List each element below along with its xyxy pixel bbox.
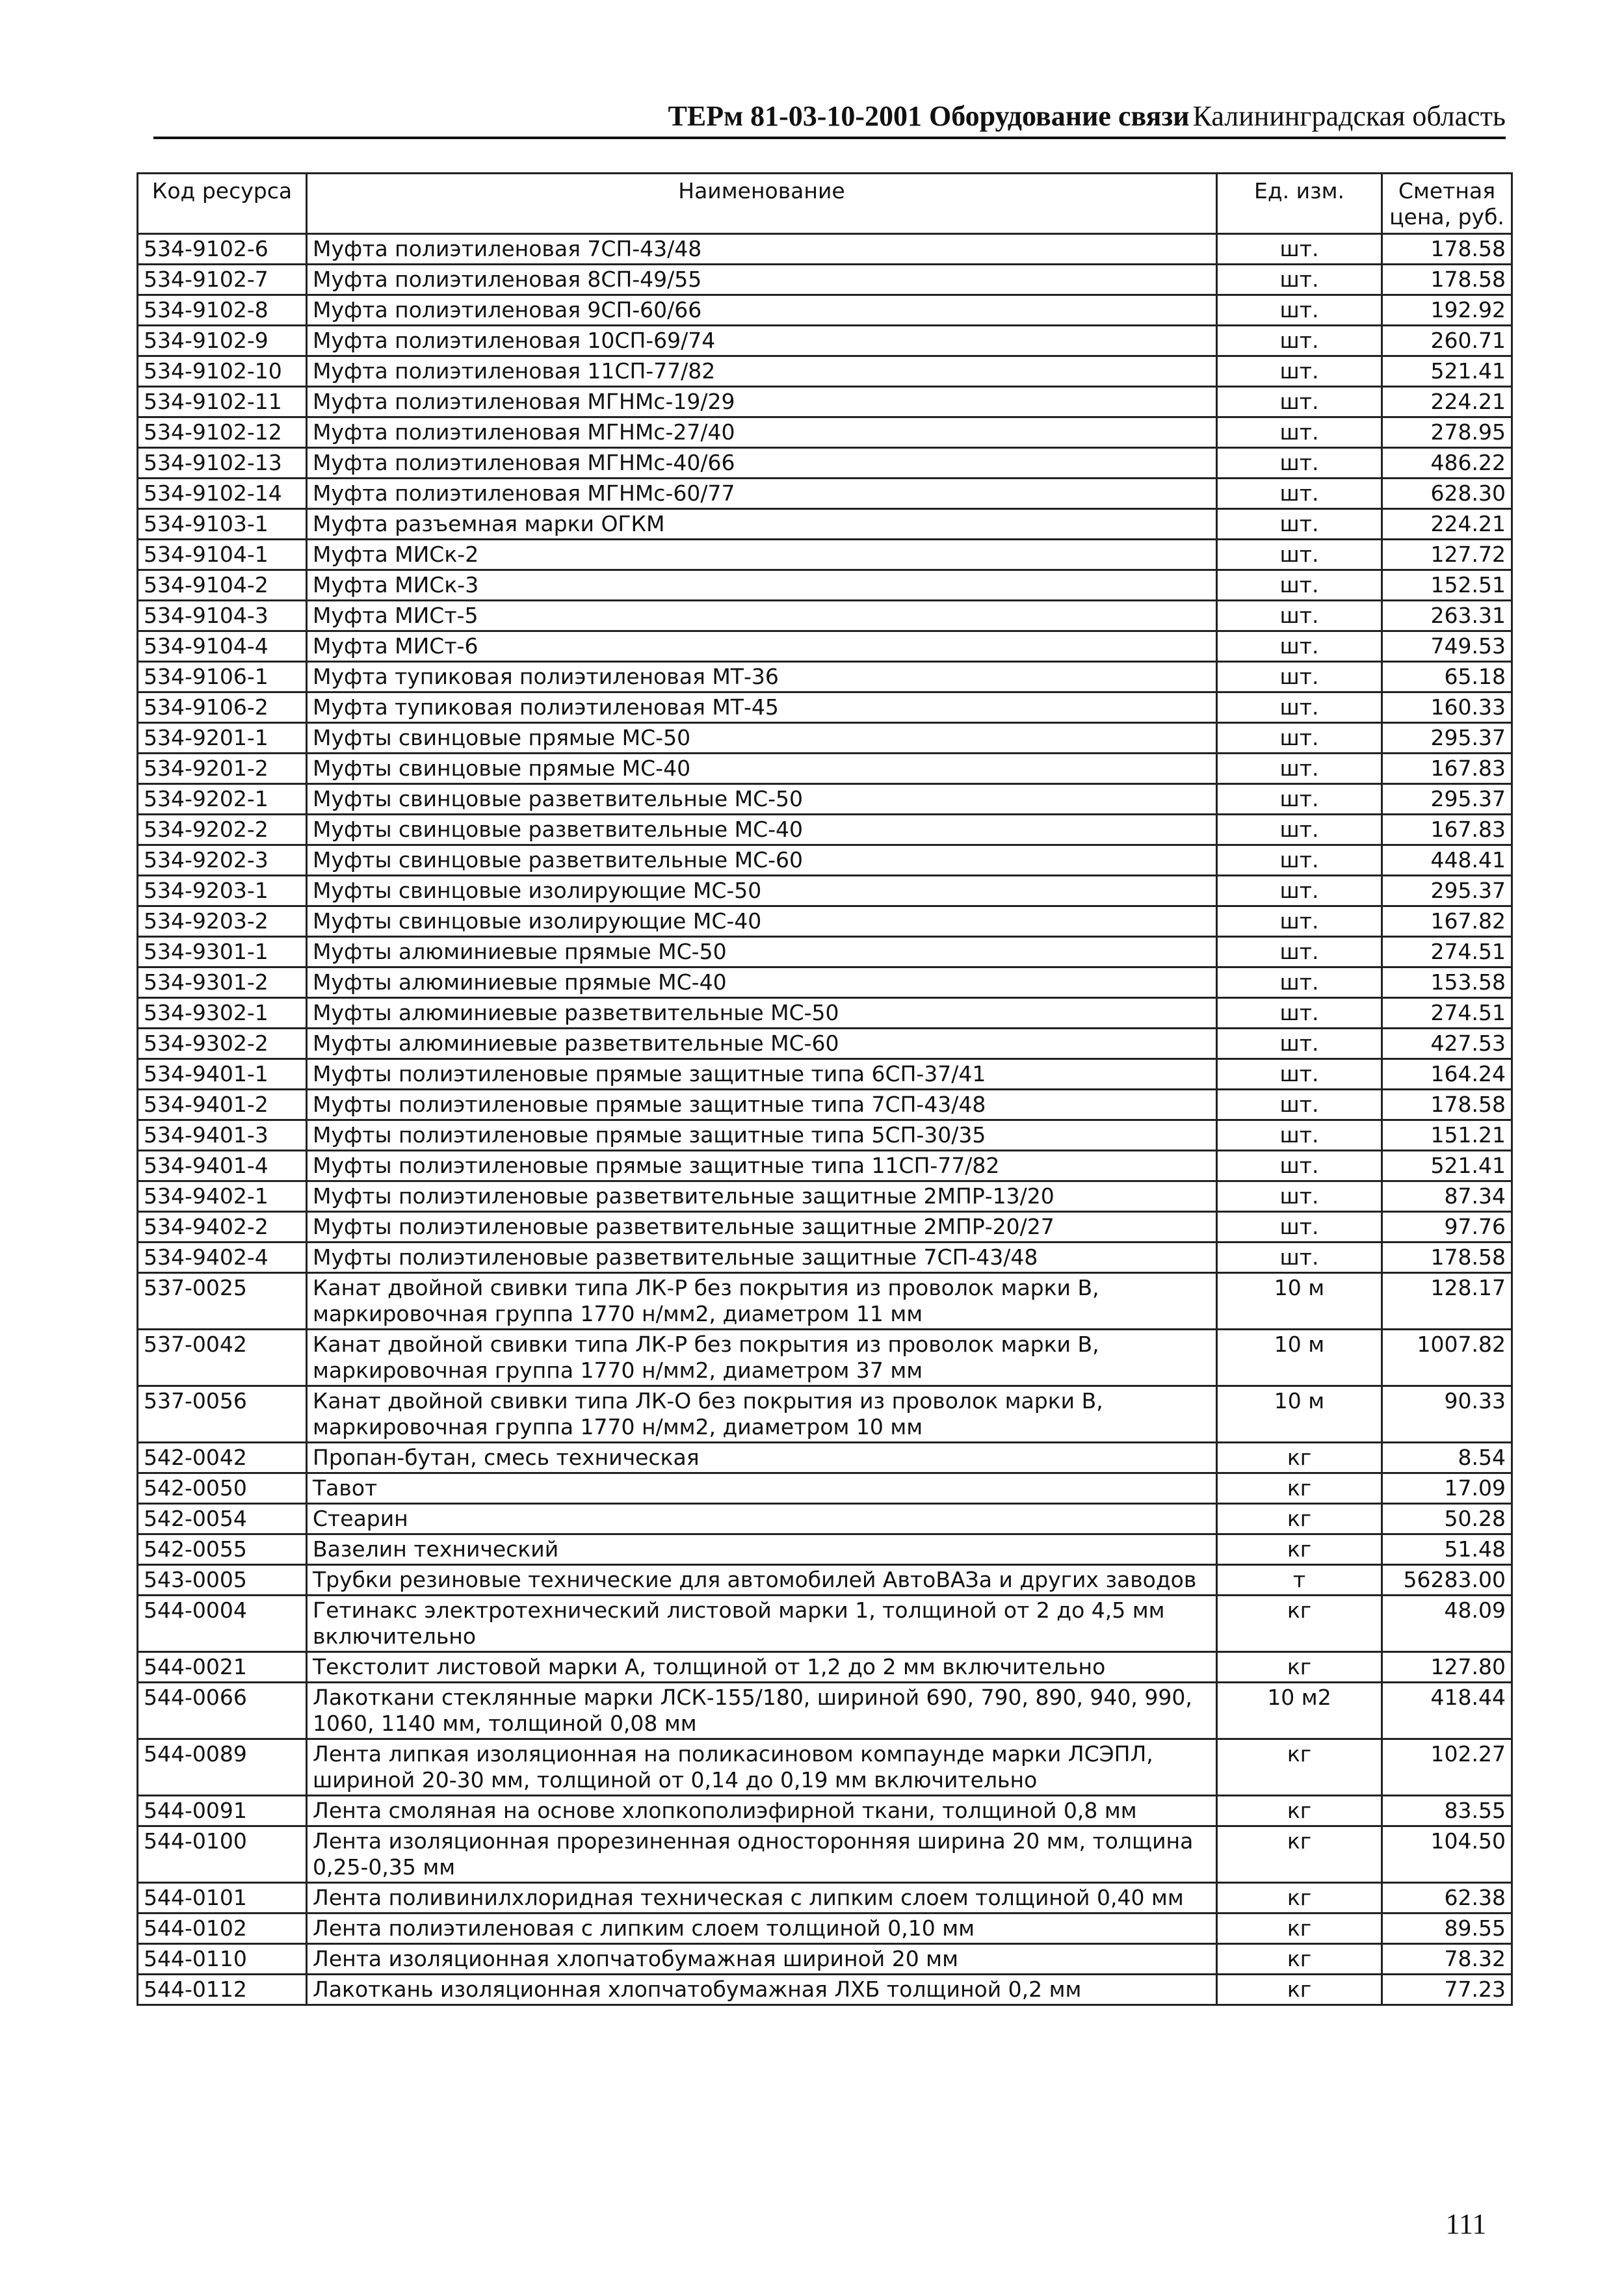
- cell-price: 17.09: [1382, 1473, 1512, 1504]
- cell-unit: шт.: [1217, 1212, 1382, 1243]
- cell-code: 544-0100: [138, 1826, 307, 1883]
- table-row: [138, 1652, 1512, 1683]
- cell-name: Муфта полиэтиленовая МГНМс-40/66: [307, 448, 1217, 479]
- cell-code: 534-9102-14: [138, 479, 307, 509]
- cell-name: Муфты полиэтиленовые прямые защитные типа 7СП-43/48: [307, 1090, 1217, 1120]
- cell-code: 542-0050: [138, 1473, 307, 1504]
- cell-unit: шт.: [1217, 417, 1382, 448]
- table-row: [138, 937, 1512, 967]
- cell-price: 90.33: [1382, 1386, 1512, 1443]
- cell-name: Муфты алюминиевые разветвительные МС-60: [307, 1029, 1217, 1059]
- cell-price: 152.51: [1382, 570, 1512, 601]
- table-row: [138, 1212, 1512, 1243]
- cell-code: 534-9102-8: [138, 295, 307, 326]
- cell-code: 534-9102-9: [138, 326, 307, 356]
- cell-code: 534-9104-2: [138, 570, 307, 601]
- cell-unit: шт.: [1217, 937, 1382, 967]
- cell-price: 486.22: [1382, 448, 1512, 479]
- page-number: 111: [1445, 2208, 1487, 2240]
- cell-code: 537-0025: [138, 1273, 307, 1330]
- cell-name: Муфты алюминиевые разветвительные МС-50: [307, 998, 1217, 1029]
- column-header-name: Наименование: [307, 174, 1217, 234]
- cell-unit: кг: [1217, 1443, 1382, 1473]
- cell-unit: шт.: [1217, 448, 1382, 479]
- cell-unit: шт.: [1217, 845, 1382, 876]
- cell-name: Муфты свинцовые разветвительные МС-60: [307, 845, 1217, 876]
- cell-price: 167.82: [1382, 906, 1512, 937]
- cell-name: Пропан-бутан, смесь техническая: [307, 1443, 1217, 1473]
- cell-name: Лента липкая изоляционная на поликасиновом компаунде марки ЛСЭПЛ, шириной 20-30 мм, толщиной от 0,14 до 0,19 мм включительно: [307, 1739, 1217, 1796]
- table-row: [138, 1090, 1512, 1120]
- cell-unit: 10 м: [1217, 1386, 1382, 1443]
- cell-price: 295.37: [1382, 784, 1512, 815]
- cell-unit: 10 м: [1217, 1330, 1382, 1386]
- column-header-code: Код ресурса: [138, 174, 307, 234]
- table-row: [138, 1826, 1512, 1883]
- table-row: [138, 1944, 1512, 1975]
- cell-code: 534-9102-11: [138, 387, 307, 417]
- cell-code: 534-9104-4: [138, 631, 307, 662]
- cell-price: 521.41: [1382, 1151, 1512, 1181]
- cell-price: 295.37: [1382, 723, 1512, 754]
- cell-name: Лента полиэтиленовая с липким слоем толщиной 0,10 мм: [307, 1913, 1217, 1944]
- cell-code: 542-0054: [138, 1504, 307, 1534]
- cell-name: Муфта полиэтиленовая МГНМс-19/29: [307, 387, 1217, 417]
- cell-code: 534-9102-13: [138, 448, 307, 479]
- cell-code: 544-0091: [138, 1796, 307, 1826]
- cell-name: Муфты полиэтиленовые разветвительные защитные 2МПР-20/27: [307, 1212, 1217, 1243]
- cell-price: 167.83: [1382, 815, 1512, 845]
- cell-name: Муфты полиэтиленовые разветвительные защитные 7СП-43/48: [307, 1243, 1217, 1273]
- table-row: [138, 876, 1512, 906]
- cell-unit: шт.: [1217, 356, 1382, 387]
- cell-price: 102.27: [1382, 1739, 1512, 1796]
- table-row: [138, 1443, 1512, 1473]
- cell-code: 534-9301-2: [138, 967, 307, 998]
- cell-price: 77.23: [1382, 1975, 1512, 2005]
- cell-name: Муфты полиэтиленовые прямые защитные типа 6СП-37/41: [307, 1059, 1217, 1090]
- cell-unit: шт.: [1217, 1090, 1382, 1120]
- cell-unit: шт.: [1217, 326, 1382, 356]
- cell-price: 260.71: [1382, 326, 1512, 356]
- cell-unit: шт.: [1217, 265, 1382, 295]
- column-header-price: Сметная цена, руб.: [1382, 174, 1512, 234]
- table-row: [138, 295, 1512, 326]
- cell-price: 56283.00: [1382, 1565, 1512, 1596]
- table-row: [138, 417, 1512, 448]
- cell-price: 178.58: [1382, 1243, 1512, 1273]
- cell-name: Муфта МИСк-3: [307, 570, 1217, 601]
- table-row: [138, 1473, 1512, 1504]
- cell-name: Стеарин: [307, 1504, 1217, 1534]
- cell-unit: шт.: [1217, 1120, 1382, 1151]
- cell-name: Муфта МИСт-5: [307, 601, 1217, 631]
- cell-price: 224.21: [1382, 509, 1512, 540]
- cell-code: 534-9302-1: [138, 998, 307, 1029]
- cell-name: Муфта МИСт-6: [307, 631, 1217, 662]
- table-row: [138, 387, 1512, 417]
- cell-name: Канат двойной свивки типа ЛК-Р без покрытия из проволок марки В, маркировочная группа 1770 н/мм2, диаметром 37 мм: [307, 1330, 1217, 1386]
- cell-name: Лакоткань изоляционная хлопчатобумажная ЛХБ толщиной 0,2 мм: [307, 1975, 1217, 2005]
- cell-code: 544-0110: [138, 1944, 307, 1975]
- cell-code: 534-9102-12: [138, 417, 307, 448]
- cell-price: 8.54: [1382, 1443, 1512, 1473]
- cell-name: Муфты полиэтиленовые прямые защитные типа 11СП-77/82: [307, 1151, 1217, 1181]
- table-row: [138, 845, 1512, 876]
- cell-unit: кг: [1217, 1473, 1382, 1504]
- cell-code: 534-9202-1: [138, 784, 307, 815]
- cell-code: 534-9401-3: [138, 1120, 307, 1151]
- cell-name: Муфты свинцовые разветвительные МС-40: [307, 815, 1217, 845]
- table-row: [138, 1181, 1512, 1212]
- cell-name: Муфта полиэтиленовая 10СП-69/74: [307, 326, 1217, 356]
- cell-price: 178.58: [1382, 1090, 1512, 1120]
- page-header: [153, 98, 1506, 139]
- table-row: [138, 1683, 1512, 1739]
- table-row: [138, 754, 1512, 784]
- table-row: [138, 1504, 1512, 1534]
- cell-name: Лента поливинилхлоридная техническая с липким слоем толщиной 0,40 мм: [307, 1883, 1217, 1913]
- cell-unit: кг: [1217, 1652, 1382, 1683]
- cell-name: Трубки резиновые технические для автомобилей АвтоВАЗа и других заводов: [307, 1565, 1217, 1596]
- cell-price: 127.80: [1382, 1652, 1512, 1683]
- cell-code: 534-9201-1: [138, 723, 307, 754]
- cell-unit: кг: [1217, 1913, 1382, 1944]
- cell-code: 534-9401-4: [138, 1151, 307, 1181]
- cell-price: 65.18: [1382, 662, 1512, 692]
- cell-unit: шт.: [1217, 662, 1382, 692]
- cell-name: Гетинакс электротехнический листовой марки 1, толщиной от 2 до 4,5 мм включительно: [307, 1596, 1217, 1652]
- cell-code: 534-9102-7: [138, 265, 307, 295]
- cell-unit: шт.: [1217, 234, 1382, 265]
- cell-unit: шт.: [1217, 479, 1382, 509]
- table-row: [138, 509, 1512, 540]
- table-row: [138, 448, 1512, 479]
- cell-name: Муфты свинцовые изолирующие МС-50: [307, 876, 1217, 906]
- header-document-title: ТЕРм 81-03-10-2001 Оборудование связи: [668, 100, 1190, 132]
- cell-code: 543-0005: [138, 1565, 307, 1596]
- cell-code: 544-0004: [138, 1596, 307, 1652]
- cell-name: Канат двойной свивки типа ЛК-О без покрытия из проволок марки В, маркировочная группа 1770 н/мм2, диаметром 10 мм: [307, 1386, 1217, 1443]
- cell-unit: шт.: [1217, 998, 1382, 1029]
- cell-unit: 10 м2: [1217, 1683, 1382, 1739]
- cell-code: 534-9201-2: [138, 754, 307, 784]
- cell-unit: кг: [1217, 1796, 1382, 1826]
- cell-code: 542-0055: [138, 1534, 307, 1565]
- cell-code: 544-0102: [138, 1913, 307, 1944]
- cell-price: 89.55: [1382, 1913, 1512, 1944]
- cell-name: Муфта полиэтиленовая 11СП-77/82: [307, 356, 1217, 387]
- cell-code: 537-0042: [138, 1330, 307, 1386]
- cell-price: 628.30: [1382, 479, 1512, 509]
- cell-code: 544-0021: [138, 1652, 307, 1683]
- table-header-row: [138, 174, 1512, 234]
- table-row: [138, 815, 1512, 845]
- cell-price: 153.58: [1382, 967, 1512, 998]
- price-table: [137, 172, 1513, 2006]
- cell-unit: кг: [1217, 1944, 1382, 1975]
- cell-price: 104.50: [1382, 1826, 1512, 1883]
- cell-name: Тавот: [307, 1473, 1217, 1504]
- table-row: [138, 601, 1512, 631]
- cell-code: 542-0042: [138, 1443, 307, 1473]
- cell-unit: кг: [1217, 1975, 1382, 2005]
- cell-unit: шт.: [1217, 570, 1382, 601]
- cell-unit: 10 м: [1217, 1273, 1382, 1330]
- cell-code: 534-9106-2: [138, 692, 307, 723]
- cell-name: Муфта полиэтиленовая МГНМс-27/40: [307, 417, 1217, 448]
- table-row: [138, 1565, 1512, 1596]
- cell-name: Муфта полиэтиленовая 7СП-43/48: [307, 234, 1217, 265]
- cell-price: 749.53: [1382, 631, 1512, 662]
- cell-name: Муфта полиэтиленовая 8СП-49/55: [307, 265, 1217, 295]
- cell-unit: шт.: [1217, 295, 1382, 326]
- cell-code: 534-9102-6: [138, 234, 307, 265]
- cell-name: Муфты свинцовые прямые МС-50: [307, 723, 1217, 754]
- cell-price: 97.76: [1382, 1212, 1512, 1243]
- cell-code: 544-0066: [138, 1683, 307, 1739]
- cell-unit: шт.: [1217, 876, 1382, 906]
- cell-price: 427.53: [1382, 1029, 1512, 1059]
- cell-unit: шт.: [1217, 815, 1382, 845]
- cell-unit: шт.: [1217, 1059, 1382, 1090]
- table-row: [138, 570, 1512, 601]
- cell-unit: кг: [1217, 1739, 1382, 1796]
- cell-code: 534-9301-1: [138, 937, 307, 967]
- cell-price: 87.34: [1382, 1181, 1512, 1212]
- table-row: [138, 1739, 1512, 1796]
- cell-price: 178.58: [1382, 265, 1512, 295]
- cell-name: Муфты полиэтиленовые разветвительные защитные 2МПР-13/20: [307, 1181, 1217, 1212]
- cell-unit: шт.: [1217, 754, 1382, 784]
- table-row: [138, 540, 1512, 570]
- cell-unit: кг: [1217, 1534, 1382, 1565]
- cell-code: 534-9402-1: [138, 1181, 307, 1212]
- table-body: [138, 234, 1512, 2005]
- table-row: [138, 1534, 1512, 1565]
- cell-price: 192.92: [1382, 295, 1512, 326]
- cell-code: 544-0101: [138, 1883, 307, 1913]
- cell-name: Муфты полиэтиленовые прямые защитные типа 5СП-30/35: [307, 1120, 1217, 1151]
- cell-name: Муфта полиэтиленовая 9СП-60/66: [307, 295, 1217, 326]
- table-row: [138, 998, 1512, 1029]
- cell-price: 418.44: [1382, 1683, 1512, 1739]
- cell-unit: шт.: [1217, 509, 1382, 540]
- cell-unit: шт.: [1217, 540, 1382, 570]
- cell-price: 274.51: [1382, 998, 1512, 1029]
- cell-code: 534-9203-1: [138, 876, 307, 906]
- cell-unit: шт.: [1217, 967, 1382, 998]
- cell-code: 534-9203-2: [138, 906, 307, 937]
- table-row: [138, 1059, 1512, 1090]
- cell-unit: шт.: [1217, 784, 1382, 815]
- cell-unit: шт.: [1217, 631, 1382, 662]
- cell-price: 51.48: [1382, 1534, 1512, 1565]
- cell-code: 534-9104-3: [138, 601, 307, 631]
- cell-price: 128.17: [1382, 1273, 1512, 1330]
- cell-code: 544-0112: [138, 1975, 307, 2005]
- cell-price: 295.37: [1382, 876, 1512, 906]
- table-row: [138, 1796, 1512, 1826]
- cell-price: 448.41: [1382, 845, 1512, 876]
- cell-code: 534-9102-10: [138, 356, 307, 387]
- cell-unit: шт.: [1217, 1151, 1382, 1181]
- cell-name: Лента изоляционная прорезиненная односторонняя ширина 20 мм, толщина 0,25-0,35 мм: [307, 1826, 1217, 1883]
- cell-price: 78.32: [1382, 1944, 1512, 1975]
- cell-code: 534-9401-1: [138, 1059, 307, 1090]
- table-row: [138, 265, 1512, 295]
- cell-name: Канат двойной свивки типа ЛК-Р без покрытия из проволок марки В, маркировочная группа 1770 н/мм2, диаметром 11 мм: [307, 1273, 1217, 1330]
- cell-unit: шт.: [1217, 1243, 1382, 1273]
- cell-price: 278.95: [1382, 417, 1512, 448]
- cell-name: Муфты алюминиевые прямые МС-40: [307, 967, 1217, 998]
- cell-price: 521.41: [1382, 356, 1512, 387]
- cell-price: 160.33: [1382, 692, 1512, 723]
- cell-price: 48.09: [1382, 1596, 1512, 1652]
- cell-name: Лакоткани стеклянные марки ЛСК-155/180, шириной 690, 790, 890, 940, 990, 1060, 1140 мм, толщиной 0,08 мм: [307, 1683, 1217, 1739]
- cell-name: Муфта МИСк-2: [307, 540, 1217, 570]
- table-row: [138, 1273, 1512, 1330]
- table-row: [138, 1913, 1512, 1944]
- cell-code: 544-0089: [138, 1739, 307, 1796]
- table-row: [138, 1120, 1512, 1151]
- cell-name: Лента изоляционная хлопчатобумажная шириной 20 мм: [307, 1944, 1217, 1975]
- cell-unit: шт.: [1217, 906, 1382, 937]
- cell-unit: шт.: [1217, 601, 1382, 631]
- table-row: [138, 1386, 1512, 1443]
- cell-unit: шт.: [1217, 387, 1382, 417]
- cell-price: 83.55: [1382, 1796, 1512, 1826]
- cell-unit: кг: [1217, 1883, 1382, 1913]
- column-header-unit: Ед. изм.: [1217, 174, 1382, 234]
- cell-code: 534-9106-1: [138, 662, 307, 692]
- table-row: [138, 631, 1512, 662]
- cell-code: 537-0056: [138, 1386, 307, 1443]
- cell-name: Лента смоляная на основе хлопкополиэфирной ткани, толщиной 0,8 мм: [307, 1796, 1217, 1826]
- cell-price: 127.72: [1382, 540, 1512, 570]
- cell-code: 534-9402-4: [138, 1243, 307, 1273]
- cell-name: Муфта тупиковая полиэтиленовая МТ-36: [307, 662, 1217, 692]
- table-row: [138, 662, 1512, 692]
- table-row: [138, 1975, 1512, 2005]
- cell-unit: кг: [1217, 1596, 1382, 1652]
- table-row: [138, 1029, 1512, 1059]
- table-row: [138, 479, 1512, 509]
- cell-code: 534-9103-1: [138, 509, 307, 540]
- cell-name: Муфта разъемная марки ОГКМ: [307, 509, 1217, 540]
- table-row: [138, 1243, 1512, 1273]
- cell-price: 1007.82: [1382, 1330, 1512, 1386]
- cell-code: 534-9202-2: [138, 815, 307, 845]
- cell-unit: шт.: [1217, 1181, 1382, 1212]
- header-title: [668, 99, 1506, 133]
- cell-price: 224.21: [1382, 387, 1512, 417]
- table-row: [138, 906, 1512, 937]
- cell-name: Муфты свинцовые изолирующие МС-40: [307, 906, 1217, 937]
- cell-unit: кг: [1217, 1504, 1382, 1534]
- cell-price: 167.83: [1382, 754, 1512, 784]
- table-row: [138, 967, 1512, 998]
- table-row: [138, 1883, 1512, 1913]
- cell-unit: т: [1217, 1565, 1382, 1596]
- table-row: [138, 234, 1512, 265]
- cell-code: 534-9401-2: [138, 1090, 307, 1120]
- cell-name: Муфты свинцовые разветвительные МС-50: [307, 784, 1217, 815]
- header-region: Калининградская область: [1192, 100, 1506, 132]
- cell-unit: шт.: [1217, 723, 1382, 754]
- table-row: [138, 326, 1512, 356]
- table-row: [138, 1596, 1512, 1652]
- cell-price: 263.31: [1382, 601, 1512, 631]
- cell-price: 62.38: [1382, 1883, 1512, 1913]
- table-row: [138, 692, 1512, 723]
- cell-unit: кг: [1217, 1826, 1382, 1883]
- cell-price: 164.24: [1382, 1059, 1512, 1090]
- table-row: [138, 784, 1512, 815]
- cell-name: Муфта тупиковая полиэтиленовая МТ-45: [307, 692, 1217, 723]
- cell-code: 534-9104-1: [138, 540, 307, 570]
- cell-name: Муфта полиэтиленовая МГНМс-60/77: [307, 479, 1217, 509]
- table-row: [138, 1151, 1512, 1181]
- cell-code: 534-9402-2: [138, 1212, 307, 1243]
- cell-price: 50.28: [1382, 1504, 1512, 1534]
- cell-code: 534-9302-2: [138, 1029, 307, 1059]
- cell-unit: шт.: [1217, 1029, 1382, 1059]
- table-row: [138, 1330, 1512, 1386]
- cell-name: Текстолит листовой марки А, толщиной от 1,2 до 2 мм включительно: [307, 1652, 1217, 1683]
- table-row: [138, 723, 1512, 754]
- cell-name: Вазелин технический: [307, 1534, 1217, 1565]
- cell-price: 274.51: [1382, 937, 1512, 967]
- cell-unit: шт.: [1217, 692, 1382, 723]
- table-row: [138, 356, 1512, 387]
- cell-name: Муфты алюминиевые прямые МС-50: [307, 937, 1217, 967]
- cell-code: 534-9202-3: [138, 845, 307, 876]
- cell-price: 178.58: [1382, 234, 1512, 265]
- cell-price: 151.21: [1382, 1120, 1512, 1151]
- cell-name: Муфты свинцовые прямые МС-40: [307, 754, 1217, 784]
